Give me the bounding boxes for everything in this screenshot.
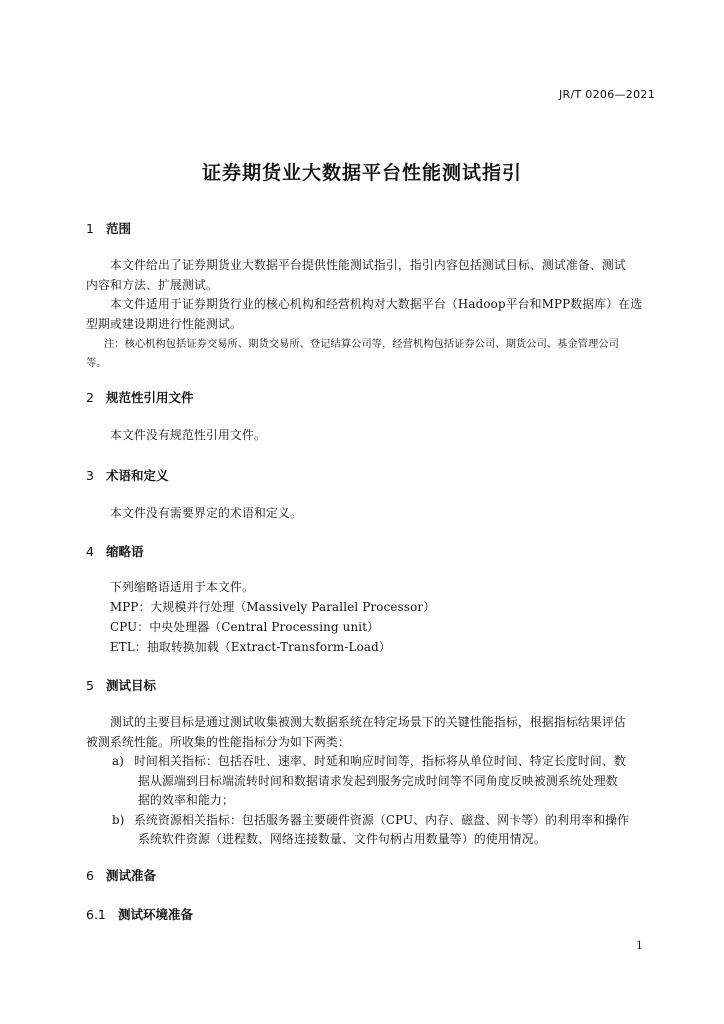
list-marker: a)	[112, 754, 125, 768]
section-title: 范围	[106, 221, 132, 236]
sec1-para2-line1: 本文件适用于证券期货行业的核心机构和经营机构对大数据平台（Hadoop平台和MPP数据库）在选	[110, 297, 643, 311]
list-item-text: 时间相关指标：包括吞吐、速率、时延和响应时间等，指标将从单位时间、特定长度时间、数	[134, 754, 626, 768]
section-number: 6.1	[86, 907, 106, 922]
abbreviation-item: CPU：中央处理器（Central Processing unit）	[110, 620, 380, 634]
section-title: 规范性引用文件	[106, 390, 194, 405]
section-title: 测试环境准备	[118, 907, 194, 922]
section-number: 1	[86, 221, 94, 236]
section-number: 3	[86, 468, 94, 483]
sec2-para: 本文件没有规范性引用文件。	[110, 428, 266, 442]
sec5-para-line1: 测试的主要目标是通过测试收集被测大数据系统在特定场景下的关键性能指标，根据指标结果评估	[110, 715, 626, 729]
list-marker: b)	[112, 813, 125, 827]
sec4-intro: 下列缩略语适用于本文件。	[110, 580, 254, 594]
list-item-a-line2: 据从源端到目标端流转时间和数据请求发起到服务完成时间等不同角度反映被测系统处理数	[138, 774, 618, 788]
sec1-note-line2: 等。	[86, 357, 107, 369]
list-item-a-line3: 据的效率和能力；	[138, 793, 234, 807]
page-number: 1	[636, 939, 643, 952]
section-6-1-heading	[86, 905, 193, 923]
sec5-para-line2: 被测系统性能。所收集的性能指标分为如下两类：	[86, 735, 350, 749]
section-title: 测试准备	[106, 868, 157, 883]
section-number: 4	[86, 544, 94, 559]
list-item-text: 系统资源相关指标：包括服务器主要硬件资源（CPU、内存、磁盘、网卡等）的利用率和操作	[134, 813, 630, 827]
section-number: 2	[86, 390, 94, 405]
section-4-heading	[86, 542, 144, 560]
section-number: 5	[86, 678, 94, 693]
sec1-para1-line1: 本文件给出了证券期货业大数据平台提供性能测试指引，指引内容包括测试目标、测试准备、测试	[110, 258, 626, 272]
section-title: 测试目标	[106, 678, 157, 693]
list-item-b-line2: 系统软件资源（进程数、网络连接数量、文件句柄占用数量等）的使用情况。	[138, 832, 546, 846]
sec1-para1-line2: 内容和方法、扩展测试。	[86, 278, 218, 292]
section-2-heading	[86, 388, 194, 406]
standard-number: JR/T 0206—2021	[559, 88, 655, 101]
section-number: 6	[86, 868, 94, 883]
section-6-heading	[86, 866, 156, 884]
section-1-heading	[86, 219, 131, 237]
section-title: 缩略语	[106, 544, 144, 559]
abbreviation-item: ETL：抽取转换加载（Extract-Transform-Load）	[110, 640, 391, 654]
abbreviation-item: MPP：大规模并行处理（Massively Parallel Processor）	[110, 600, 436, 614]
sec1-para2-line2: 型期或建设期进行性能测试。	[86, 317, 242, 331]
section-5-heading	[86, 676, 156, 694]
sec3-para: 本文件没有需要界定的术语和定义。	[110, 506, 302, 520]
sec1-note-line1: 注：核心机构包括证券交易所、期货交易所、登记结算公司等，经营机构包括证券公司、期货公司、基金管理公司	[104, 338, 619, 350]
list-item-b-line1	[112, 811, 629, 828]
list-item-a-line1	[112, 752, 626, 769]
document-title: 证券期货业大数据平台性能测试指引	[201, 162, 522, 184]
section-title: 术语和定义	[106, 468, 169, 483]
section-3-heading	[86, 466, 169, 484]
